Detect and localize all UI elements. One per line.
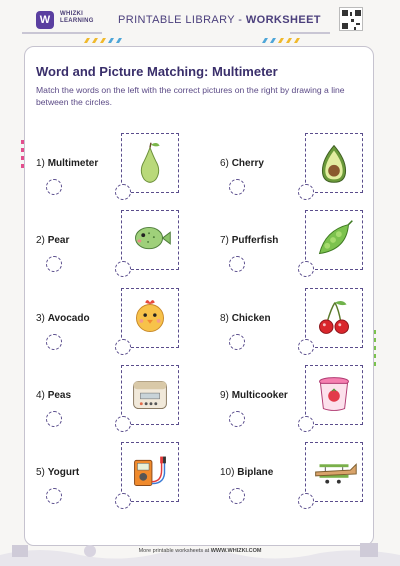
item-6-answer-circle[interactable] <box>229 179 245 195</box>
item-4-label: 4) Peas <box>36 390 72 401</box>
item-2-answer-circle[interactable] <box>46 256 62 272</box>
picture-10-answer-circle[interactable] <box>298 493 314 509</box>
item-9-answer-circle[interactable] <box>229 411 245 427</box>
item-5-answer-circle[interactable] <box>46 488 62 504</box>
picture-5-answer-circle[interactable] <box>115 493 131 509</box>
brand-line-1: WHIZKI <box>60 11 84 17</box>
worksheet-instructions: Match the words on the left with the correct pictures on the right by drawing a line between the circles. <box>36 85 345 107</box>
picture-2-answer-circle[interactable] <box>115 261 131 277</box>
header-divider-left <box>22 32 102 34</box>
picture-pufferfish <box>121 210 179 270</box>
item-7-label: 7) Pufferfish <box>220 235 279 246</box>
footer-site-link[interactable]: WWW.WHIZKI.COM <box>210 548 262 554</box>
yogurt-icon <box>306 366 362 424</box>
multicooker-icon <box>122 366 178 424</box>
picture-6-answer-circle[interactable] <box>298 184 314 200</box>
item-2-label: 2) Pear <box>36 235 70 246</box>
picture-chicken <box>121 288 179 348</box>
item-4-answer-circle[interactable] <box>46 411 62 427</box>
page-title <box>118 14 321 26</box>
picture-biplane <box>305 442 363 502</box>
whizki-logo: W <box>36 11 54 29</box>
picture-7-answer-circle[interactable] <box>298 261 314 277</box>
picture-9-answer-circle[interactable] <box>298 416 314 432</box>
item-3-label: 3) Avocado <box>36 313 90 324</box>
item-1-label: 1) Multimeter <box>36 158 99 169</box>
item-1-answer-circle[interactable] <box>46 179 62 195</box>
title-prefix: PRINTABLE LIBRARY - <box>118 14 246 26</box>
picture-3-answer-circle[interactable] <box>115 339 131 355</box>
picture-pear <box>121 133 179 193</box>
pufferfish-icon <box>122 211 178 269</box>
header <box>0 0 400 40</box>
multimeter-icon <box>122 443 178 501</box>
item-10-answer-circle[interactable] <box>229 488 245 504</box>
qr-code-icon <box>339 7 363 31</box>
biplane-icon <box>306 443 362 501</box>
item-5-label: 5) Yogurt <box>36 467 80 478</box>
chicken-icon <box>122 289 178 347</box>
footer-prefix: More printable worksheets at <box>138 548 211 554</box>
avocado-icon <box>306 134 362 192</box>
footer <box>0 548 400 554</box>
item-3-answer-circle[interactable] <box>46 334 62 350</box>
item-7-answer-circle[interactable] <box>229 256 245 272</box>
picture-4-answer-circle[interactable] <box>115 416 131 432</box>
item-8-answer-circle[interactable] <box>229 334 245 350</box>
title-bold: WORKSHEET <box>245 14 321 26</box>
picture-1-answer-circle[interactable] <box>115 184 131 200</box>
picture-peas <box>305 210 363 270</box>
picture-multicooker <box>121 365 179 425</box>
picture-cherry <box>305 288 363 348</box>
picture-8-answer-circle[interactable] <box>298 339 314 355</box>
stripe-decoration-left <box>84 38 126 43</box>
picture-yogurt <box>305 365 363 425</box>
brand-name <box>60 11 94 25</box>
cherry-icon <box>306 289 362 347</box>
item-8-label: 8) Chicken <box>220 313 271 324</box>
peas-icon <box>306 211 362 269</box>
item-6-label: 6) Cherry <box>220 158 264 169</box>
picture-avocado <box>305 133 363 193</box>
item-10-label: 10) Biplane <box>220 467 274 478</box>
pear-icon <box>122 134 178 192</box>
worksheet-heading: Word and Picture Matching: Multimeter <box>36 64 278 79</box>
header-divider-right <box>290 32 330 34</box>
brand-line-2: LEARNING <box>60 18 94 24</box>
stripe-decoration-right <box>262 38 304 43</box>
picture-multimeter <box>121 442 179 502</box>
item-9-label: 9) Multicooker <box>220 390 288 401</box>
